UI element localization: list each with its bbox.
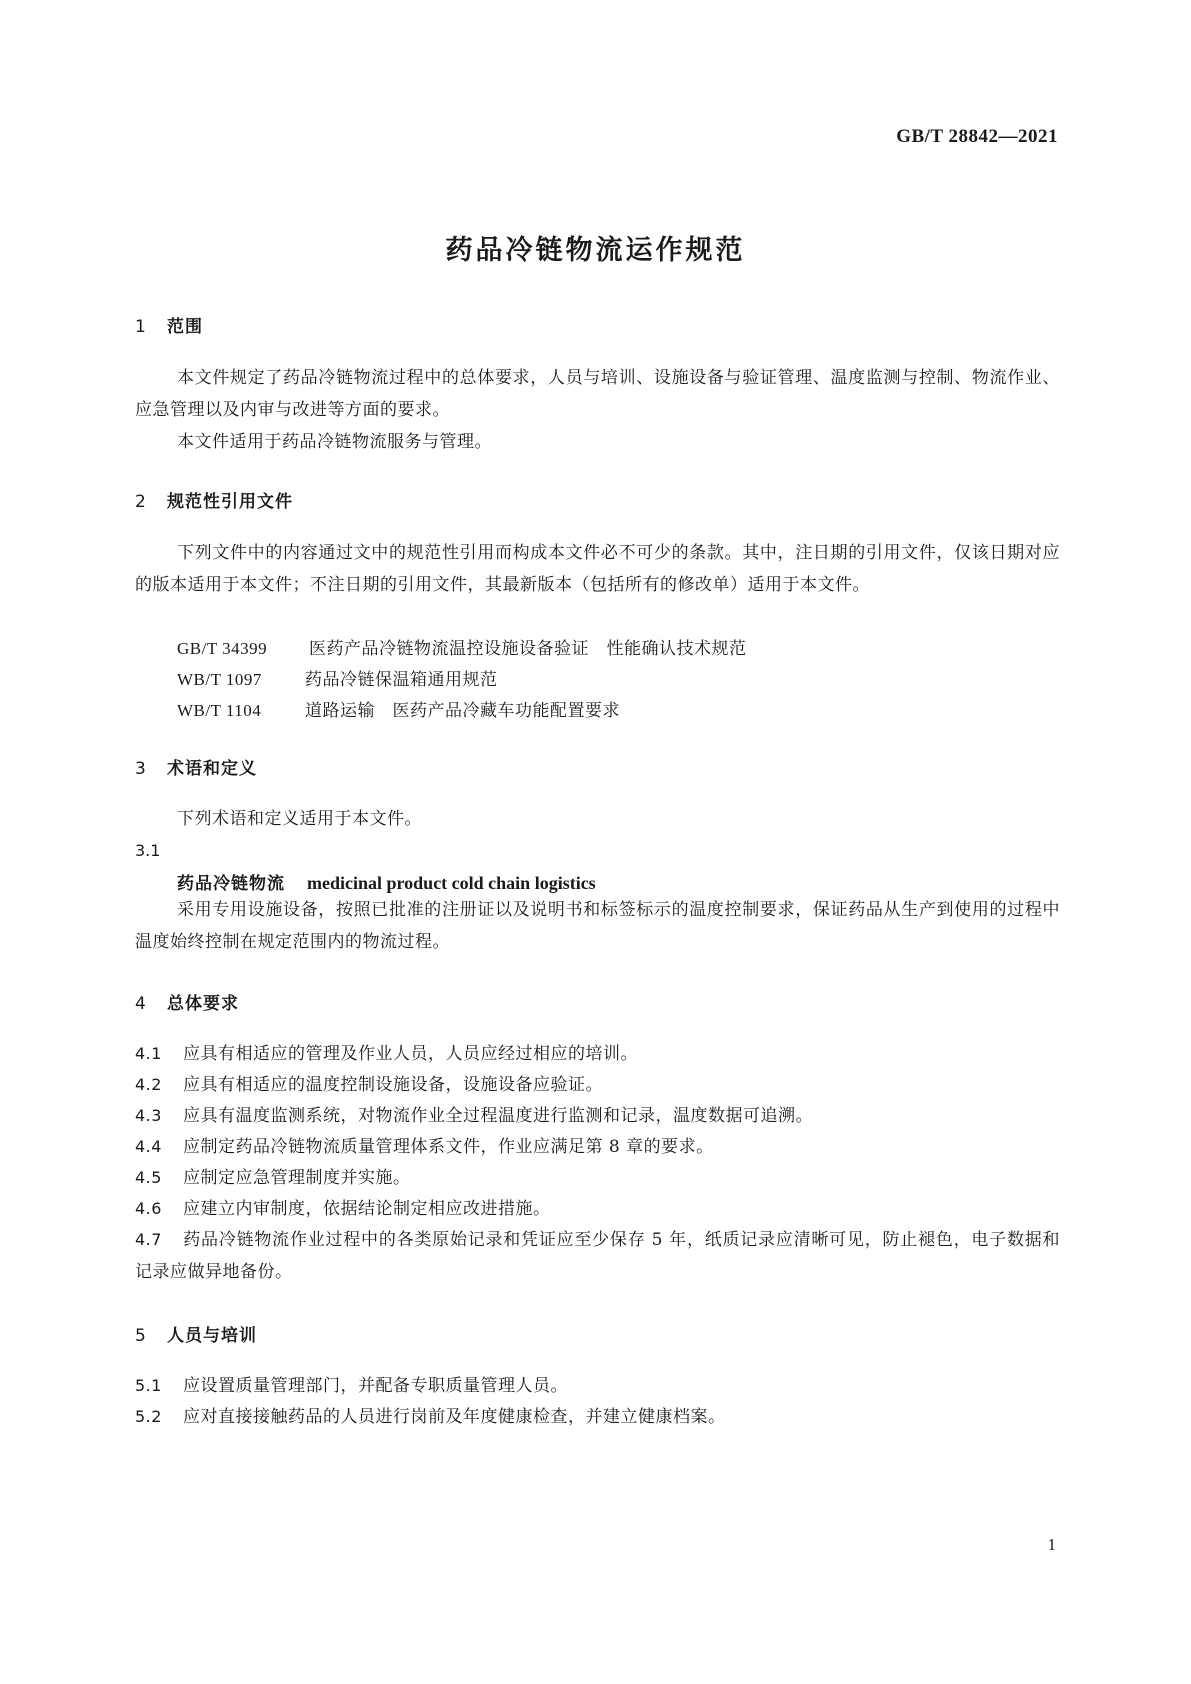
clause-text: 应建立内审制度，依据结论制定相应改进措施。 xyxy=(183,1199,551,1219)
reference-title: 道路运输 医药产品冷藏车功能配置要求 xyxy=(305,701,620,721)
section-title: 人员与培训 xyxy=(167,1326,257,1346)
reference-item xyxy=(177,664,498,696)
clause-number: 5.1 xyxy=(135,1376,162,1395)
paragraph: 本文件适用于药品冷链物流服务与管理。 xyxy=(177,432,492,452)
page-number: 1 xyxy=(1047,1535,1056,1554)
document-title: 药品冷链物流运作规范 xyxy=(445,235,746,266)
clause-text: 应对直接接触药品的人员进行岗前及年度健康检查，并建立健康档案。 xyxy=(183,1407,726,1427)
paragraph: 本文件规定了药品冷链物流过程中的总体要求，人员与培训、设施设备与验证管理、温度监测与控制、物流作业、应急管理以及内审与改进等方面的要求。 xyxy=(135,368,1060,420)
paragraph: 下列文件中的内容通过文中的规范性引用而构成本文件必不可少的条款。其中，注日期的引用文件，仅该日期对应的版本适用于本文件；不注日期的引用文件，其最新版本（包括所有的修改单）适用于本文件。 xyxy=(135,543,1060,595)
section-5-heading xyxy=(135,1321,257,1346)
section-3-heading xyxy=(135,754,257,779)
section-title: 术语和定义 xyxy=(167,759,257,779)
reference-item xyxy=(177,695,620,727)
clause-number: 4.5 xyxy=(135,1168,162,1187)
clause xyxy=(135,1370,1060,1402)
clause xyxy=(135,1131,1060,1163)
reference-code: WB/T 1097 xyxy=(177,670,262,689)
clause xyxy=(135,1100,1060,1132)
section-title: 规范性引用文件 xyxy=(167,492,293,512)
term-english: medicinal product cold chain logistics xyxy=(307,873,596,893)
clause-number: 4.3 xyxy=(135,1106,162,1125)
term-number: 3.1 xyxy=(135,841,161,860)
section-title: 范围 xyxy=(167,317,203,337)
section-number: 3 xyxy=(135,759,147,779)
clause xyxy=(135,1401,1060,1433)
clause-text: 应具有相适应的管理及作业人员，人员应经过相应的培训。 xyxy=(183,1044,638,1064)
reference-code: WB/T 1104 xyxy=(177,701,262,720)
clause-number: 4.4 xyxy=(135,1137,162,1156)
clause-number: 4.7 xyxy=(135,1230,162,1249)
term-definition: 采用专用设施设备，按照已批准的注册证以及说明书和标签标示的温度控制要求，保证药品从生产到使用的过程中温度始终控制在规定范围内的物流过程。 xyxy=(135,900,1060,952)
reference-title: 药品冷链保温箱通用规范 xyxy=(305,670,498,690)
clause-text: 应具有相适应的温度控制设施设备，设施设备应验证。 xyxy=(183,1075,603,1095)
reference-title: 医药产品冷链物流温控设施设备验证 性能确认技术规范 xyxy=(309,639,747,659)
clause xyxy=(135,1224,1060,1288)
section-2-heading xyxy=(135,487,293,512)
section-title: 总体要求 xyxy=(167,994,239,1014)
clause-text: 应制定应急管理制度并实施。 xyxy=(183,1168,411,1188)
reference-code: GB/T 34399 xyxy=(177,639,268,658)
term-chinese: 药品冷链物流 xyxy=(177,874,285,894)
reference-item xyxy=(177,633,747,665)
section-number: 4 xyxy=(135,994,147,1014)
paragraph: 下列术语和定义适用于本文件。 xyxy=(177,809,422,829)
section-number: 5 xyxy=(135,1326,147,1346)
clause xyxy=(135,1069,1060,1101)
clause xyxy=(135,1193,1060,1225)
clause-text: 应设置质量管理部门，并配备专职质量管理人员。 xyxy=(183,1376,568,1396)
clause-number: 5.2 xyxy=(135,1407,162,1426)
term-entry xyxy=(177,869,596,894)
clause-number: 4.6 xyxy=(135,1199,162,1218)
standard-number: GB/T 28842—2021 xyxy=(896,126,1058,147)
section-1-heading xyxy=(135,312,203,337)
clause-text: 药品冷链物流作业过程中的各类原始记录和凭证应至少保存 5 年，纸质记录应清晰可见，防止褪色，电子数据和记录应做异地备份。 xyxy=(135,1230,1060,1282)
clause-number: 4.1 xyxy=(135,1044,162,1063)
section-4-heading xyxy=(135,989,239,1014)
section-number: 2 xyxy=(135,492,147,512)
clause-text: 应具有温度监测系统，对物流作业全过程温度进行监测和记录，温度数据可追溯。 xyxy=(183,1106,813,1126)
clause-text: 应制定药品冷链物流质量管理体系文件，作业应满足第 8 章的要求。 xyxy=(183,1137,714,1157)
section-number: 1 xyxy=(135,317,147,337)
clause xyxy=(135,1038,1060,1070)
clause-number: 4.2 xyxy=(135,1075,162,1094)
clause xyxy=(135,1162,1060,1194)
